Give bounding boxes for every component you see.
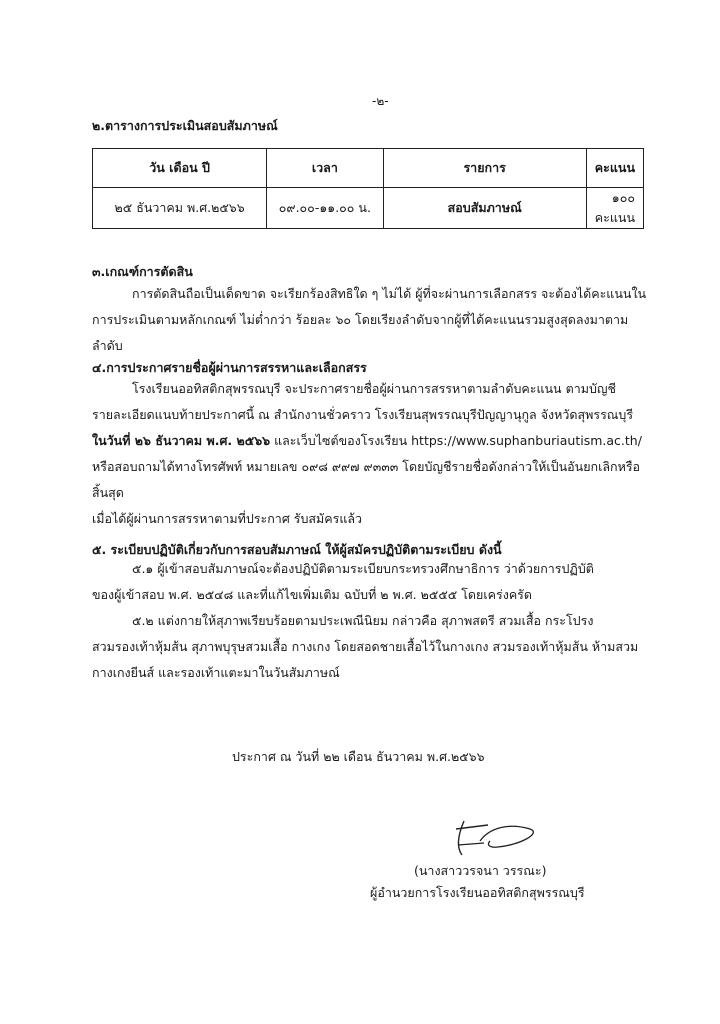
section3-line: การประเมินตามหลักเกณฑ์ ไม่ต่ำกว่า ร้อยละ ๖๐ โดยเรียงลำดับจากผู้ที่ได้คะแนนรวมสูงสุดลงมาตามลำดับ	[92, 312, 629, 353]
section3-body	[92, 281, 652, 359]
section4-line: รายละเอียดแนบท้ายประกาศนี้ ณ สำนักงานชั่วคราว โรงเรียนสุพรรณบุรีปัญญานุกูล จังหวัดสุพรรณบุรี	[92, 407, 634, 422]
section5-body	[92, 556, 652, 686]
announce-date-bold: ในวันที่ ๒๖ ธันวาคม พ.ศ. ๒๕๖๖	[92, 433, 271, 448]
header-time: เวลา	[267, 149, 383, 188]
header-score: คะแนน	[586, 149, 643, 188]
header-date: วัน เดือน ปี	[93, 149, 267, 188]
section3-heading: ๓.เกณฑ์การตัดสิน	[92, 264, 193, 279]
section5-heading: ๕. ระเบียบปฏิบัติเกี่ยวกับการสอบสัมภาษณ์ ให้ผู้สมัครปฏิบัติตามระเบียบ ดังนี้	[92, 542, 502, 557]
header-item: รายการ	[383, 149, 586, 188]
cell-score: ๑๐๐ คะแนน	[586, 188, 643, 229]
section5-item2: ๕.๒ แต่งกายให้สุภาพเรียบร้อยตามประเพณีนิยม กล่าวคือ สุภาพสตรี สวมเสื้อ กระโปรง	[132, 613, 594, 628]
announcement-date: ประกาศ ณ วันที่ ๒๒ เดือน ธันวาคม พ.ศ.๒๕๖๖	[232, 749, 485, 764]
cell-date: ๒๕ ธันวาคม พ.ศ.๒๕๖๖	[93, 188, 267, 229]
section5-item2-cont: กางเกงยีนส์ และรองเท้าแตะมาในวันสัมภาษณ์	[92, 665, 340, 680]
interview-schedule-table	[92, 148, 644, 229]
page-number: -๒-	[372, 94, 389, 108]
signer-position: ผู้อำนวยการโรงเรียนออทิสติกสุพรรณบุรี	[370, 885, 585, 900]
section4-line: หรือสอบถามได้ทางโทรศัพท์ หมายเลข ๐๙๘ ๙๙๗ ๙๓๓๓ โดยบัญชีรายชื่อดังกล่าวให้เป็นอันยกเลิกหรือสิ้นสุด	[92, 459, 641, 500]
signer-name: (นางสาววรจนา วรรณะ)	[414, 863, 547, 878]
section4-line3	[92, 428, 652, 454]
signature-image	[450, 815, 560, 861]
table-header-row	[93, 149, 644, 188]
cell-time: ๐๙.๐๐-๑๑.๐๐ น.	[267, 188, 383, 229]
table-row	[93, 188, 644, 229]
section4-heading: ๔.การประกาศรายชื่อผู้ผ่านการสรรหาและเลือกสรร	[92, 360, 367, 375]
section4-body	[92, 376, 652, 532]
section5-item1: ๕.๑ ผู้เข้าสอบสัมภาษณ์จะต้องปฏิบัติตามระเบียบกระทรวงศึกษาธิการ ว่าด้วยการปฏิบัติ	[132, 561, 594, 576]
section2-heading: ๒.ตารางการประเมินสอบสัมภาษณ์	[92, 118, 278, 133]
website-text: และเว็บไซต์ของโรงเรียน https://www.suphanburiautism.ac.th/	[270, 433, 642, 448]
section4-line: โรงเรียนออทิสติกสุพรรณบุรี จะประกาศรายชื่อผู้ผ่านการสรรหาตามลำดับคะแนน ตามบัญชี	[132, 381, 617, 396]
section5-item2-cont: สวมรองเท้าหุ้มส้น สุภาพบุรุษสวมเสื้อ กางเกง โดยสอดชายเสื้อไว้ในกางเกง สวมรองเท้าหุ้มส้น ห้ามสวม	[92, 639, 639, 654]
cell-item: สอบสัมภาษณ์	[383, 188, 586, 229]
section4-line: เมื่อได้ผู้ผ่านการสรรหาตามที่ประกาศ รับสมัครแล้ว	[92, 511, 363, 526]
section5-item1-cont: ของผู้เข้าสอบ พ.ศ. ๒๕๔๘ และที่แก้ไขเพิ่มเติม ฉบับที่ ๒ พ.ศ. ๒๕๕๕ โดยเคร่งครัด	[92, 587, 533, 602]
section3-line: การตัดสินถือเป็นเด็ดขาด จะเรียกร้องสิทธิใด ๆ ไม่ได้ ผู้ที่จะผ่านการเลือกสรร จะต้องได้คะแนนใน	[132, 286, 647, 301]
